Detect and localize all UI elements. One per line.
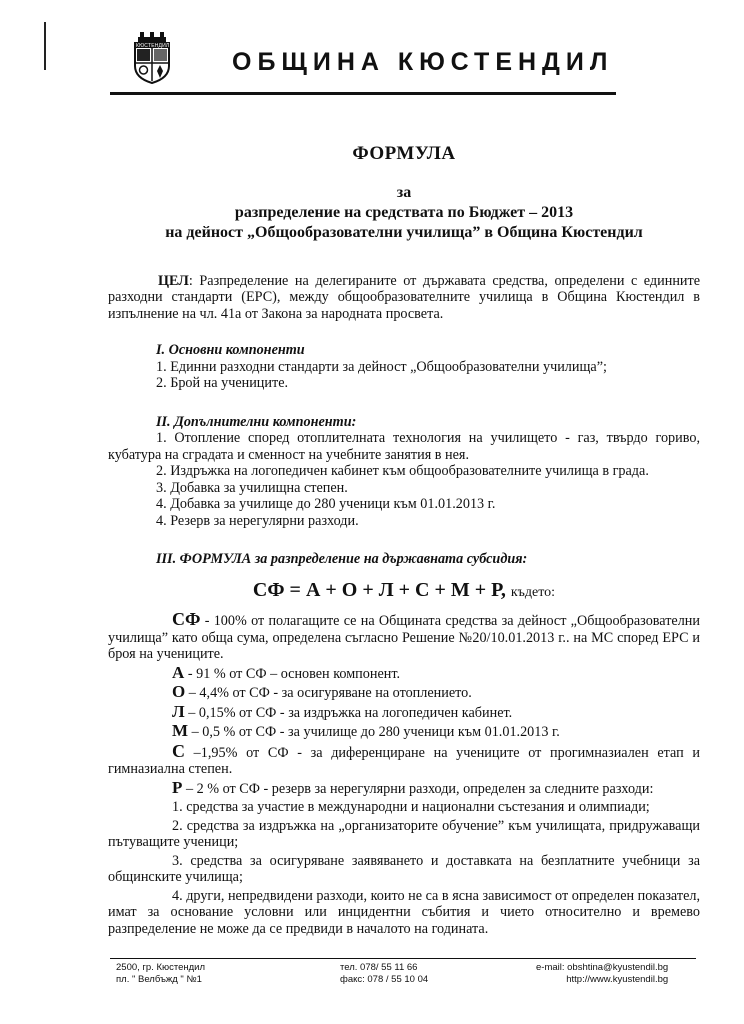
document-subtitle-for: за: [396, 183, 412, 201]
definition-a: [108, 662, 700, 683]
symbol-o: О: [172, 682, 186, 701]
definition-c: [108, 740, 700, 778]
footer-fax: факс: 078 / 55 10 04: [340, 974, 429, 985]
header-rule: [110, 92, 616, 95]
footer-email[interactable]: e-mail: obshtina@kyustendil.bg: [536, 962, 669, 973]
document-subtitle-activity: на дейност „Общообразователни училища” в Община Кюстендил: [165, 223, 643, 241]
document-subtitle-budget: разпределение на средствата по Бюджет – 2013: [234, 203, 574, 221]
definition-sf: [108, 611, 700, 663]
section-3-title: III. ФОРМУЛА за разпределение на държавната субсидия:: [156, 551, 528, 567]
goal-text: : Разпределение на делегираните от държавата средства, определени с единните разходни стандарти (ЕРС), между общообразователните училища в Община Кюстендил в изпълнение на чл. 41а от Закона за народната просвета.: [108, 272, 700, 322]
reserve-item: 3. средства за осигуряване заявяването и доставката на безплатните учебници за общинските училища;: [108, 852, 700, 885]
definition-o: [108, 684, 700, 702]
footer-phones: [340, 962, 428, 986]
definition-p-text: – 2 % от СФ - резерв за нерегулярни разходи, определен за следните разходи:: [182, 780, 654, 797]
section-2-item: 4. Резерв за нерегулярни разходи.: [156, 512, 359, 529]
definition-m: [108, 723, 700, 741]
footer-address-city: 2500, гр. Кюстендил: [116, 962, 206, 973]
symbol-l: Л: [172, 701, 185, 721]
goal-paragraph: [108, 273, 700, 323]
footer-contacts: [536, 962, 668, 986]
formula-expression: СФ = А + О + Л + С + М + Р,: [252, 578, 506, 601]
scan-margin-mark: [44, 22, 46, 70]
formula: [108, 578, 700, 602]
reserve-item: 4. други, непредвидени разходи, които не са в ясна зависимост от определен показател, имат за основание условни или инцидентни събития и чието относително и времево разпределение не може да се предвиди в началото на годината.: [108, 887, 700, 937]
footer-address-square: пл. " Велбъжд " №1: [116, 974, 202, 985]
footer-tel: тел. 078/ 55 11 66: [340, 962, 418, 973]
document-body: [108, 140, 700, 937]
section-2-item: 1. Отопление според отоплителната технология на училището - газ, твърдо гориво, кубатура на сградата и сменност на учебните занятия в нея.: [108, 430, 700, 463]
definition-sf-text: - 100% от полагащите се на Общината средства за дейност „Общообразователни училища” като обща сума, определена съгласно Решение №20/10.01.2013 г.. на МС според ЕРС и броя на учениците.: [108, 613, 700, 662]
formula-where: където:: [510, 584, 556, 600]
municipality-title: ОБЩИНА КЮСТЕНДИЛ: [232, 48, 614, 76]
section-2-item: 2. Издръжка на логопедичен кабинет към общообразователните училища в града.: [156, 463, 649, 479]
symbol-m: М: [172, 721, 189, 740]
crest-text: КЮСТЕНДИЛ: [136, 43, 170, 49]
footer-address: [116, 962, 205, 986]
reserve-item: 1. средства за участие в международни и национални състезания и олимпиади;: [172, 799, 650, 815]
symbol-a: А: [172, 662, 185, 682]
document-title: ФОРМУЛА: [352, 143, 456, 164]
section-2-item: 4. Добавка за училище до 280 ученици към 01.01.2013 г.: [156, 496, 496, 512]
section-2-title: II. Допълнителни компоненти:: [156, 413, 357, 430]
definition-c-text: –1,95% от СФ - за диференциране на учениците от прогимназиален етап и гимназиална степен.: [108, 744, 700, 777]
section-1-title: I. Основни компоненти: [156, 342, 305, 358]
symbol-sf: СФ: [172, 609, 201, 629]
footer-rule: [110, 958, 696, 959]
goal-label: ЦЕЛ: [158, 272, 189, 289]
definition-a-text: - 91 % от СФ – основен компонент.: [184, 665, 401, 682]
footer-website[interactable]: http://www.kyustendil.bg: [566, 974, 669, 985]
symbol-c: С: [172, 740, 185, 761]
definition-o-text: – 4,4% от СФ - за осигуряване на отоплението.: [185, 685, 472, 701]
section-1-item: 1. Единни разходни стандарти за дейност „Общообразователни училища”;: [156, 358, 607, 375]
definition-m-text: – 0,5 % от СФ - за училище до 280 ученици към 01.01.2013 г.: [188, 724, 560, 740]
section-2-item: 3. Добавка за училищна степен.: [156, 479, 348, 496]
definition-p: [108, 777, 700, 798]
symbol-p: Р: [172, 777, 183, 797]
municipal-coat-of-arms: [132, 32, 172, 84]
section-1-item: 2. Брой на учениците.: [156, 375, 289, 391]
definition-l: [108, 701, 700, 722]
definition-l-text: – 0,15% от СФ - за издръжка на логопедичен кабинет.: [184, 704, 513, 721]
reserve-item: 2. средства за издръжка на „организаторите обучение” към училищата, придружаващи пътуващите ученици;: [108, 817, 700, 850]
